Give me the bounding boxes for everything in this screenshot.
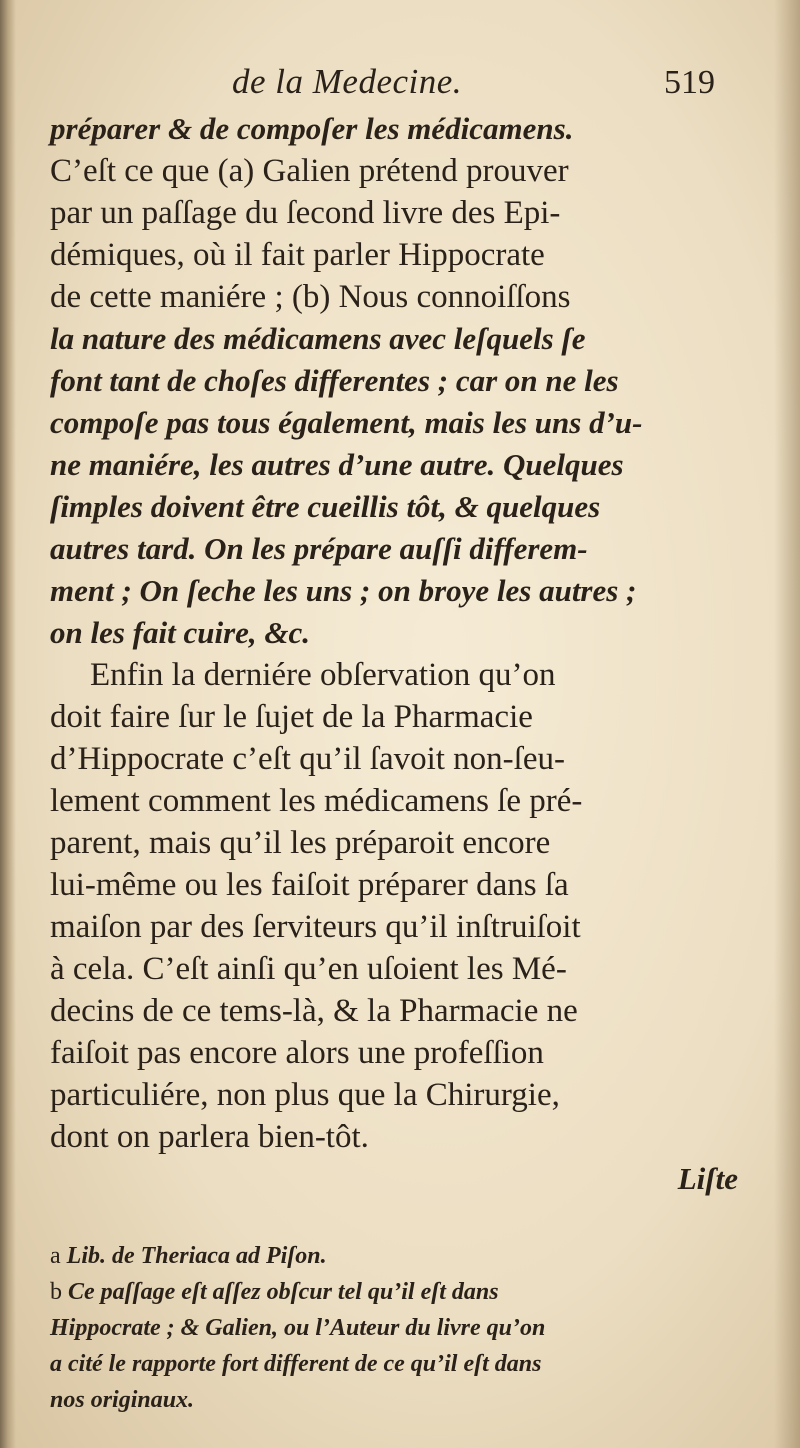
text-line: dont on parlera bien-tôt. (50, 1119, 369, 1155)
text-line: préparer & de compoſer les médicamens. (50, 111, 574, 146)
footnote-continuation: nos originaux. (50, 1387, 195, 1413)
text-line: ment ; On ſeche les uns ; on broye les autres ; (50, 573, 637, 608)
footnote-a (50, 1238, 740, 1274)
text-line: lement comment les médicamens ſe pré- (50, 783, 583, 819)
text-line: par un paſſage du ſecond livre des Epi- (50, 195, 561, 231)
text-line: autres tard. On les prépare auſſi differem- (50, 531, 588, 566)
footnote-continuation: Hippocrate ; & Galien, ou l’Auteur du livre qu’on (50, 1315, 546, 1341)
running-head-title: de la Medecine. (232, 62, 463, 101)
paragraph-start-line: Enfin la derniére obſervation qu’on (90, 657, 556, 693)
page-binding-shadow (0, 0, 16, 1448)
running-head (0, 62, 800, 108)
text-line: parent, mais qu’il les préparoit encore (50, 825, 551, 861)
catchword: Liſte (677, 1161, 738, 1196)
text-line: à cela. C’eſt ainſi qu’en uſoient les Mé- (50, 951, 567, 987)
text-line: C’eſt ce que (a) Galien prétend prouver (50, 153, 569, 189)
footnote-mark: b (50, 1279, 62, 1305)
page-edge-shadow (774, 0, 800, 1448)
text-line: maiſon par des ſerviteurs qu’il inſtruiſoit (50, 909, 581, 945)
text-line: on les fait cuire, &c. (50, 615, 311, 650)
text-line: démiques, où il fait parler Hippocrate (50, 237, 545, 273)
text-line: de cette maniére ; (b) Nous connoiſſons (50, 279, 571, 315)
text-line: lui-même ou les faiſoit préparer dans ſa (50, 867, 569, 903)
text-line: ne maniére, les autres d’une autre. Quelques (50, 447, 624, 482)
text-line: font tant de choſes differentes ; car on ne les (50, 363, 619, 398)
footnote-mark: a (50, 1243, 61, 1269)
footnote-b (50, 1274, 740, 1310)
text-line: d’Hippocrate c’eſt qu’il ſavoit non-ſeu- (50, 741, 565, 777)
page-number: 519 (664, 64, 715, 101)
text-line: la nature des médicamens avec leſquels ſe (50, 321, 586, 356)
body-text (50, 108, 740, 1200)
text-line: compoſe pas tous également, mais les uns d’u- (50, 405, 643, 440)
footnote-text: Ce paſſage eſt aſſez obſcur tel qu’il eſt dans (68, 1279, 499, 1305)
text-line: particuliére, non plus que la Chirurgie, (50, 1077, 560, 1113)
text-line: doit faire ſur le ſujet de la Pharmacie (50, 699, 533, 735)
text-line: decins de ce tems-là, & la Pharmacie ne (50, 993, 578, 1029)
footnotes (50, 1238, 740, 1418)
text-line: ſimples doivent être cueillis tôt, & quelques (50, 489, 601, 524)
text-line: faiſoit pas encore alors une profeſſion (50, 1035, 544, 1071)
footnote-continuation: a cité le rapporte fort different de ce qu’il eſt dans (50, 1351, 542, 1377)
footnote-text: Lib. de Theriaca ad Piſon. (66, 1243, 327, 1269)
